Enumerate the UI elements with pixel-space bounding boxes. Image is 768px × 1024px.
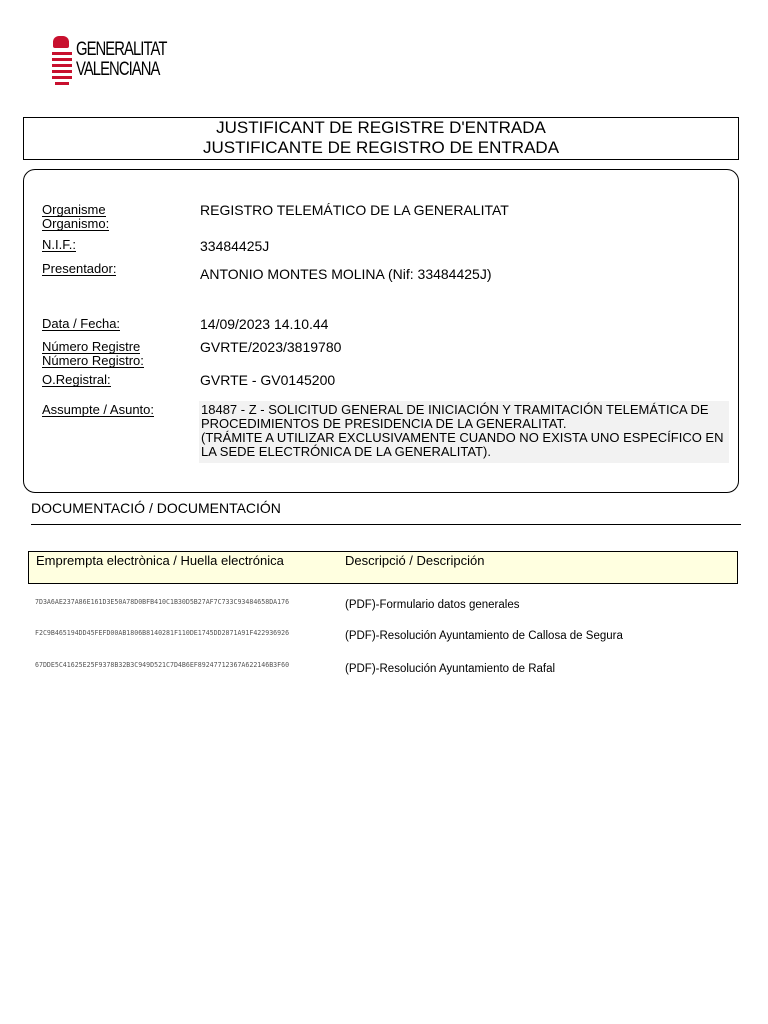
fecha-value: 14/09/2023 14.10.44 <box>200 316 329 332</box>
logo-line-2: VALENCIANA <box>76 59 160 80</box>
organismo-value: REGISTRO TELEMÁTICO DE LA GENERALITAT <box>200 202 509 218</box>
registry-info-box <box>23 169 739 493</box>
oregistral-label: O.Registral: <box>42 372 111 387</box>
coat-of-arms-icon <box>50 36 74 86</box>
document-title <box>23 117 739 160</box>
table-row <box>0 629 768 649</box>
generalitat-logo <box>50 36 170 88</box>
logo-wordmark <box>76 40 166 80</box>
numero-value: GVRTE/2023/3819780 <box>200 339 342 355</box>
nif-value: 33484425J <box>200 238 270 254</box>
oregistral-value: GVRTE - GV0145200 <box>200 372 336 388</box>
nif-label: N.I.F.: <box>42 237 76 252</box>
logo-line-1: GENERALITAT <box>76 39 167 60</box>
asunto-value: 18487 - Z - SOLICITUD GENERAL DE INICIACIÓN Y TRAMITACIÓN TELEMÁTICA DE PROCEDIMIENTOS DE PRESIDENCIA DE LA GENERALITAT. (TRÁMITE A UTILIZAR EXCLUSIVAMENTE CUANDO NO EXISTA UNO ESPECÍFICO EN LA SEDE ELECTRÓNICA DE LA GENERALITAT). <box>199 401 729 463</box>
asunto-label: Assumpte / Asunto: <box>42 402 155 417</box>
title-spanish: JUSTIFICANTE DE REGISTRO DE ENTRADA <box>202 138 560 157</box>
presentador-label: Presentador: <box>42 261 117 276</box>
document-description: (PDF)-Formulario datos generales <box>345 599 520 611</box>
numero-label: Número Registre Número Registro: <box>42 339 144 368</box>
document-hash: 7D3A6AE237A86E161D3E50A78D0BFB410C1B30D5B27AF7C733C93484658DA176 <box>35 598 290 606</box>
document-description: (PDF)-Resolución Ayuntamiento de Callosa de Segura <box>345 630 623 642</box>
document-hash: 67DDE5C41625E25F9378B32B3C949D521C7D4B6EF89247712367A622146B3F60 <box>35 661 290 669</box>
organismo-label: Organisme Organismo: <box>42 202 110 231</box>
table-row <box>0 597 768 617</box>
table-row <box>0 661 768 681</box>
documentation-divider <box>31 524 741 525</box>
header-hash: Emprempta electrònica / Huella electrónica <box>36 553 284 568</box>
fecha-label: Data / Fecha: <box>42 316 121 331</box>
document-description: (PDF)-Resolución Ayuntamiento de Rafal <box>345 663 556 675</box>
header-description: Descripció / Descripción <box>345 553 485 568</box>
title-valencian: JUSTIFICANT DE REGISTRE D'ENTRADA <box>216 118 546 137</box>
documentation-title: DOCUMENTACIÓ / DOCUMENTACIÓN <box>31 500 281 516</box>
presentador-value: ANTONIO MONTES MOLINA (Nif: 33484425J) <box>200 266 492 282</box>
documentation-table-header <box>28 551 738 584</box>
document-hash: F2C9B465194DD45FEFD00AB1806B8140281F110DE1745DD2871A91F422936926 <box>35 629 290 637</box>
